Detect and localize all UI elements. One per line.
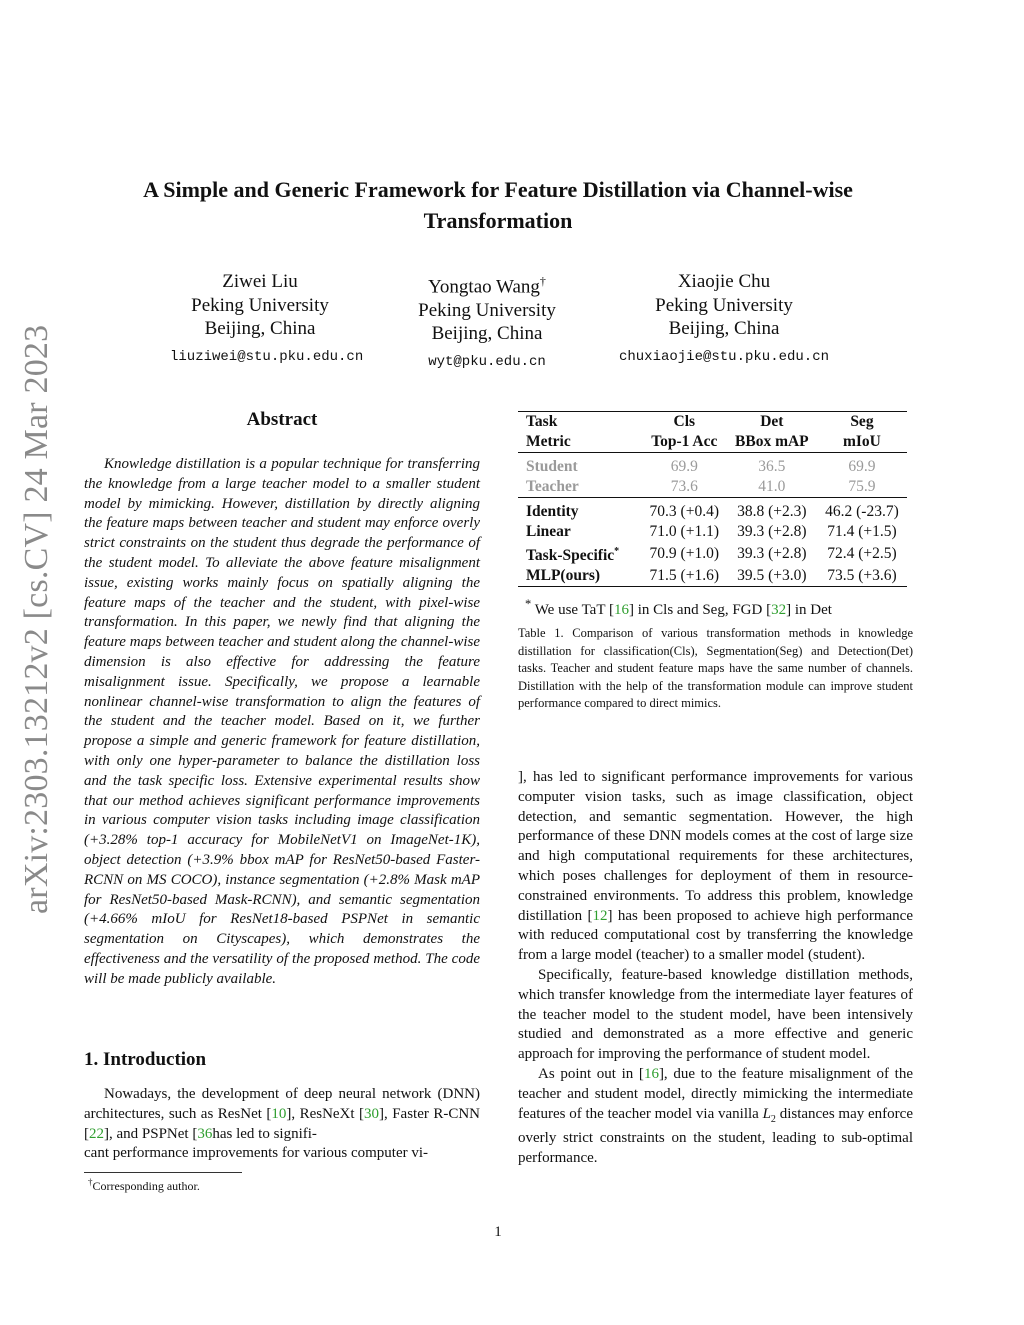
table-row xyxy=(518,522,907,542)
citation-link[interactable]: 36 xyxy=(197,1125,213,1142)
citation-link[interactable]: 10 xyxy=(271,1105,287,1122)
table-cell: 69.9 xyxy=(817,453,907,478)
table-header-cell: BBox mAP xyxy=(735,433,809,450)
table-row xyxy=(518,453,907,478)
abstract-heading: Abstract xyxy=(246,409,318,430)
author-affiliation: Peking University xyxy=(418,299,556,321)
abstract-body xyxy=(84,455,480,990)
intro-paragraph-3: As point out in [16], due to the feature misalignment of the teacher and student model, directly mimicking the intermediate features of the teacher model via vanilla $L_2$ distances may enforce overly strict constraints on the student, leading to sub-optimal performance. xyxy=(518,1065,913,1167)
table-header-cell: mIoU xyxy=(842,433,881,450)
table-cell: 38.8 (+2.3) xyxy=(727,498,817,523)
results-table xyxy=(518,411,907,587)
intro-paragraph-1-continued: has led to signifi- cant performance improvements for various computer vi- xyxy=(84,1125,429,1162)
section-heading-introduction: 1. Introduction xyxy=(84,1049,207,1070)
math-l2: $L_2$ xyxy=(762,1105,776,1125)
page-number: 1 xyxy=(494,1224,502,1240)
author-block xyxy=(397,270,577,374)
table-row-label: Linear xyxy=(526,523,571,540)
intro-paragraph-1-continued: ], has led to significant performance improvements for various computer vision tasks, such as image classification, object detection, and semantic segmentation. However, the high performance of these DNN models comes at the cost of large size and high computational requirements for these architectures, which poses challenges for deployment of them in resource-constrained environments. To address this problem, knowledge distillation [12] has been proposed to achieve high performance with reduced computational cost by transferring the knowledge from a large model (teacher) to a smaller model (student). xyxy=(518,769,913,964)
author-name: Yongtao Wang† xyxy=(428,274,546,298)
table-cell: 69.9 xyxy=(642,453,727,478)
table-row-label: Task-Specific* xyxy=(526,546,620,565)
author-block xyxy=(170,270,364,369)
table-row-label: MLP(ours) xyxy=(518,566,642,587)
table-cell: 70.3 (+0.4) xyxy=(642,498,727,523)
table-row-label: Student xyxy=(518,453,642,478)
citation-link[interactable]: 16 xyxy=(613,602,629,618)
table-header-row xyxy=(518,412,907,433)
author-affiliation: Peking University xyxy=(655,294,793,316)
table-cell: 71.4 (+1.5) xyxy=(827,523,897,540)
table-note: * We use TaT [16] in Cls and Seg, FGD [32] in Det xyxy=(525,597,832,618)
table-cell: 39.3 (+2.8) xyxy=(737,523,807,540)
abstract-text: Knowledge distillation is a popular technique for transferring the knowledge from a large teacher model to a smaller student model by mimicking. However, distillation by directly aligning the feature maps between teacher and student may enforce overly strict constraints on the student thus degrade the performance of the student model. To alleviate the above feature misalignment issue, existing works mainly focus on spatially aligning the feature maps of the teacher and the student, with pixel-wise transformation. In this paper, we newly find that aligning the feature maps between teacher and student along the channel-wise dimension is also effective for addressing the feature misalignment issue. Specifically, we propose a learnable nonlinear channel-wise transformation to align the features of the student and the teacher model. Based on it, we further propose a simple and generic framework for feature distillation, with only one hyper-parameter to balance the distillation loss and the task specific loss. Extensive experimental results show that our method achieves significant performance improvements in various computer vision tasks including image classification (+3.28% top-1 accuracy for MobileNetV1 on ImageNet-1K), object detection (+3.9% bbox mAP for ResNet50-based Faster-RCNN on MS COCO), instance segmentation (+2.8% Mask mAP for ResNet50-based Mask-RCNN), and semantic segmentation (+4.66% mIoU for ResNet18-based PSPNet in semantic segmentation on Cityscapes), which demonstrates the effectiveness and the versatility of the proposed method. The code will be made publicly available. xyxy=(84,456,480,987)
table-cell: 75.9 xyxy=(848,478,876,495)
author-location: Beijing, China xyxy=(204,318,316,339)
table-cell: 71.0 (+1.1) xyxy=(649,523,719,540)
table-cell: 41.0 xyxy=(758,478,786,495)
footnote-divider xyxy=(84,1172,242,1173)
intro-paragraph-1: Nowadays, the development of deep neural network (DNN) architectures, such as ResNet [10], ResNeXt [30], Faster R-CNN [22], and PSPNet [36has led to signifi- cant performance improvements for various computer vi- xyxy=(84,1086,481,1162)
table-header-cell: Task xyxy=(518,412,642,433)
citation-link[interactable]: 16 xyxy=(643,1065,659,1082)
citation-link[interactable]: 30 xyxy=(364,1105,380,1122)
table-row xyxy=(518,542,907,566)
table-header-cell: Det xyxy=(727,412,817,433)
footnote: †Corresponding author. xyxy=(88,1177,200,1193)
citation-link[interactable]: 22 xyxy=(89,1125,104,1142)
table-cell: 73.6 xyxy=(670,478,698,495)
intro-column-right xyxy=(518,768,913,1169)
table-caption: Table 1. Comparison of various transformation methods in knowledge distillation for classification(Cls), Segmentation(Seg) and Detection(Det) tasks. Teacher and student feature maps have the same number of channels. Distillation with the help of the transformation module can improve student performance compared to direct mimics. xyxy=(518,626,913,710)
author-location: Beijing, China xyxy=(668,318,780,339)
table-cell: 72.4 (+2.5) xyxy=(827,545,897,563)
table-cell: 36.5 xyxy=(727,453,817,478)
table-cell: 46.2 (-23.7) xyxy=(817,498,907,523)
author-affiliation: Peking University xyxy=(191,294,329,316)
arxiv-stamp: arXiv:2303.13212v2 [cs.CV] 24 Mar 2023 xyxy=(18,324,55,914)
table-header-cell: Seg xyxy=(817,412,907,433)
table-header-cell: Metric xyxy=(526,433,571,450)
author-name: Ziwei Liu xyxy=(222,271,298,292)
corresponding-mark: † xyxy=(539,274,546,288)
author-location: Beijing, China xyxy=(431,323,543,345)
author-name: Xiaojie Chu xyxy=(677,271,771,292)
citation-link[interactable]: 32 xyxy=(771,602,787,618)
table-row-label: Teacher xyxy=(526,478,579,495)
intro-paragraph-2: Specifically, feature-based knowledge distillation methods, which transfer knowledge from the intermediate layer features of the teacher model to the student model, have been intensively studied and demonstrated as a more effective and generic approach for improving the performance of student model. xyxy=(518,966,913,1063)
table-header-cell: Top-1 Acc xyxy=(651,433,718,450)
table-header-cell: Cls xyxy=(642,412,727,433)
paper-title: A Simple and Generic Framework for Feature Distillation via Channel-wise Transformation xyxy=(143,177,853,233)
table-cell: 71.5 (+1.6) xyxy=(642,566,727,587)
citation-link[interactable]: 12 xyxy=(592,907,608,924)
table-cell: 39.3 (+2.8) xyxy=(737,545,807,563)
table-cell: 73.5 (+3.6) xyxy=(817,566,907,587)
table-row xyxy=(518,477,907,498)
table-row xyxy=(518,498,907,523)
table-row xyxy=(518,566,907,587)
intro-column-left xyxy=(84,1085,480,1164)
author-email[interactable]: chuxiaojie@stu.pku.edu.cn xyxy=(618,348,830,365)
table-header-row xyxy=(518,432,907,453)
author-email[interactable]: liuziwei@stu.pku.edu.cn xyxy=(170,348,364,365)
table-cell: 39.5 (+3.0) xyxy=(727,566,817,587)
author-email[interactable]: wyt@pku.edu.cn xyxy=(428,353,546,370)
table-row-label: Identity xyxy=(518,498,642,523)
footnote-mark: * xyxy=(614,546,620,557)
table-cell: 70.9 (+1.0) xyxy=(649,545,719,563)
author-block xyxy=(600,270,848,369)
